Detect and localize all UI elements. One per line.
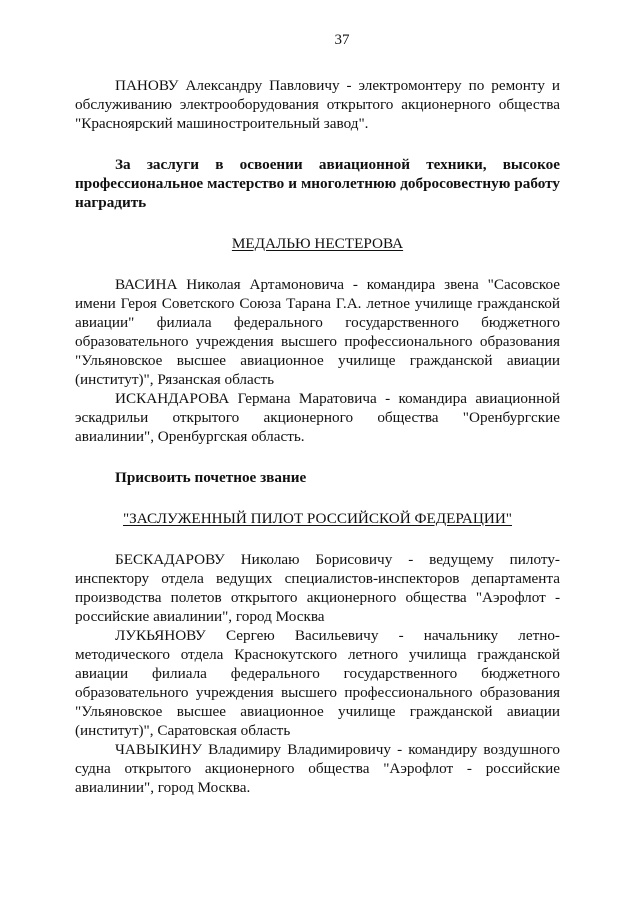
- page-number: 37: [334, 32, 350, 48]
- award-entry-lukyanov: ЛУКЬЯНОВУ Сергею Васильевичу - начальнику летно-методического отдела Краснокутского летного училища гражданской авиации филиала федерального государственного бюджетного образовательного учреждения высшего профессионального образования "Ульяновское высшее авиационное училище гражданской авиации (институт)", Саратовская область: [75, 627, 560, 739]
- document-body: [75, 76, 560, 797]
- award-entry-panov: ПАНОВУ Александру Павловичу - электромонтеру по ремонту и обслуживанию электрооборудования открытого акционерного общества "Красноярский машиностроительный завод".: [75, 77, 560, 132]
- award-entry-iskandarov: ИСКАНДАРОВА Германа Маратовича - командира авиационной эскадрильи открытого акционерного общества "Оренбургские авиалинии", Оренбургская область.: [75, 390, 560, 445]
- award-title-honored-pilot: "ЗАСЛУЖЕННЫЙ ПИЛОТ РОССИЙСКОЙ ФЕДЕРАЦИИ": [122, 510, 512, 527]
- decree-paragraph-nesterov-medal: За заслуги в освоении авиационной техники, высокое профессиональное мастерство и многолетнюю добросовестную работу наградить: [75, 156, 560, 211]
- decree-paragraph-honorary-title: Присвоить почетное звание: [115, 469, 307, 486]
- award-title-nesterov-medal: МЕДАЛЬЮ НЕСТЕРОВА: [231, 235, 404, 252]
- award-entry-beskadarov: БЕСКАДАРОВУ Николаю Борисовичу - ведущему пилоту-инспектору отдела ведущих специалистов-инспекторов департамента производства полетов открытого акционерного общества "Аэрофлот - российские авиалинии", город Москва: [75, 551, 560, 625]
- award-entry-vasin: ВАСИНА Николая Артамоновича - командира звена "Сасовское имени Героя Советского Союза Тарана Г.А. летное училище гражданской авиации" филиала федерального государственного бюджетного образовательного учреждения высшего профессионального образования "Ульяновское высшее авиационное училище гражданской авиации (институт)", Рязанская область: [75, 276, 560, 388]
- award-entry-chavykin: ЧАВЫКИНУ Владимиру Владимировичу - командиру воздушного судна открытого акционерного общества "Аэрофлот - российские авиалинии", город Москва.: [75, 741, 560, 796]
